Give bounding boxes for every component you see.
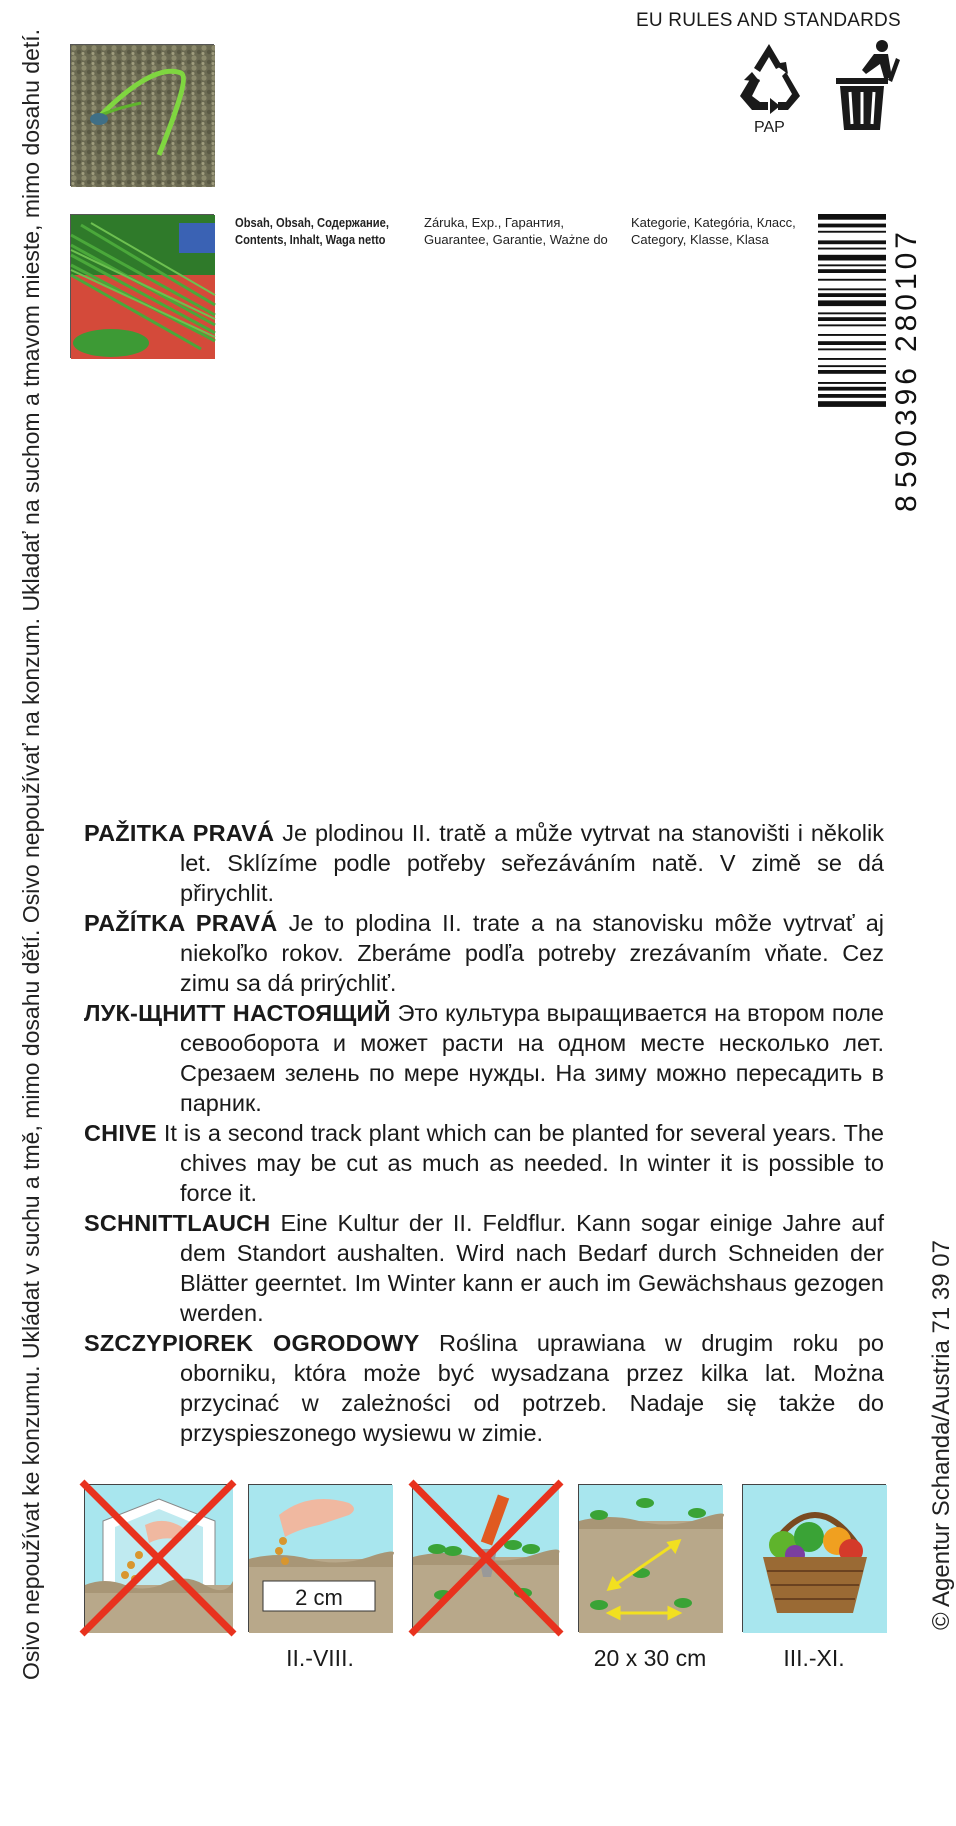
sowing-period-caption: II.-VIII. [286,1645,354,1671]
content-line-1: Obsah, Obsah, Содержание, [235,215,389,230]
pictogram-plant-spacing [578,1484,722,1632]
description-paragraph [84,998,884,1118]
content-line-2: Contents, Inhalt, Waga netto [235,232,386,247]
barcode-first-digit: 8 [890,495,923,512]
agency-credit-vertical: © Agentur Schanda/Austria 71 39 07 [928,1240,955,1630]
pictogram-harvest-basket [742,1484,886,1632]
description-paragraph [84,1118,884,1208]
spacing-caption: 20 x 30 cm [593,1645,707,1671]
content-info [235,214,389,248]
description-title: SCHNITTLAUCH [84,1210,271,1236]
barcode-group-2: 280107 [890,232,923,352]
eu-rules-title: EU RULES AND STANDARDS [636,10,901,31]
guarantee-line-1: Záruka, Exp., Гарантия, [424,215,564,230]
description-title: PAŽÍTKA PRAVÁ [84,910,278,936]
barcode [818,212,923,512]
harvest-period-caption: III.-XI. [783,1645,845,1671]
category-line-2: Category, Klasse, Klasa [631,232,769,247]
seedling-photo [70,44,214,186]
description-title: ЛУК-ЩНИТТ НАСТОЯЩИЙ [84,1000,391,1026]
chives-photo [70,214,214,358]
descriptions [84,818,884,1448]
description-paragraph [84,908,884,998]
description-paragraph [84,1208,884,1328]
pictogram-outdoor-sowing [248,1484,392,1632]
category-line-1: Kategorie, Kategória, Класс, [631,215,796,230]
waste-bin-icon [830,38,906,132]
description-title: SZCZYPIOREK OGRODOWY [84,1330,420,1356]
description-paragraph [84,818,884,908]
description-title: PAŽITKA PRAVÁ [84,820,275,846]
guarantee-line-2: Guarantee, Garantie, Ważne do [424,232,608,247]
description-text: Это культура выращивается на втором поле севооборота и может расти на одном месте несколько лет. Срезаем зелень по мере нужды. На зиму можно пересадить в парник. [180,1000,884,1116]
description-text: Je to plodina II. trate a na stanovisku môže vytrvať aj niekoľko rokov. Zberáme podľa potreby zrezávaním vňate. Cez zimu sa dá prirýchliť. [180,910,885,996]
sowing-depth-label: 2 cm [295,1585,343,1610]
barcode-group-1: 590396 [890,368,923,488]
description-paragraph [84,1328,884,1448]
recycle-icon [730,40,808,118]
guarantee-info [424,214,608,248]
not-recommended-cross-2 [405,1476,567,1640]
description-text: Eine Kultur der II. Feldflur. Kann sogar einige Jahre auf dem Standort aushalten. Wird nach Bedarf durch Schneiden der Blätter geerntet. Im Winter kann er auch im Gewächshaus gezogen werden. [180,1210,884,1326]
description-title: CHIVE [84,1120,157,1146]
description-text: It is a second track plant which can be planted for several years. The chives may be cut as much as needed. In winter it is possible to force it. [156,1120,884,1206]
storage-warning-vertical: Osivo nepoužívat ke konzumu. Ukládat v suchu a tmě, mimo dosahu dětí. Osivo nepoužívať na konzum. Ukladať na suchom a tmavom mieste, mimo dosahu detí. [18,28,44,1680]
not-recommended-cross-1 [76,1476,240,1640]
description-text: Roślina uprawiana w drugim roku po oborniku, która może być wysadzana przez kilka lat. Można przycinać w zależności od potrzeb. Nadaje się także do przyspieszonego wysiewu w zimie. [180,1330,884,1446]
description-text: Je plodinou II. tratě a může vytrvat na stanovišti i několik let. Sklízíme podle potřeby seřezáváním natě. V zimě se dá přirychlit. [180,820,884,906]
category-info [631,214,796,248]
recycle-label: PAP [754,119,785,136]
